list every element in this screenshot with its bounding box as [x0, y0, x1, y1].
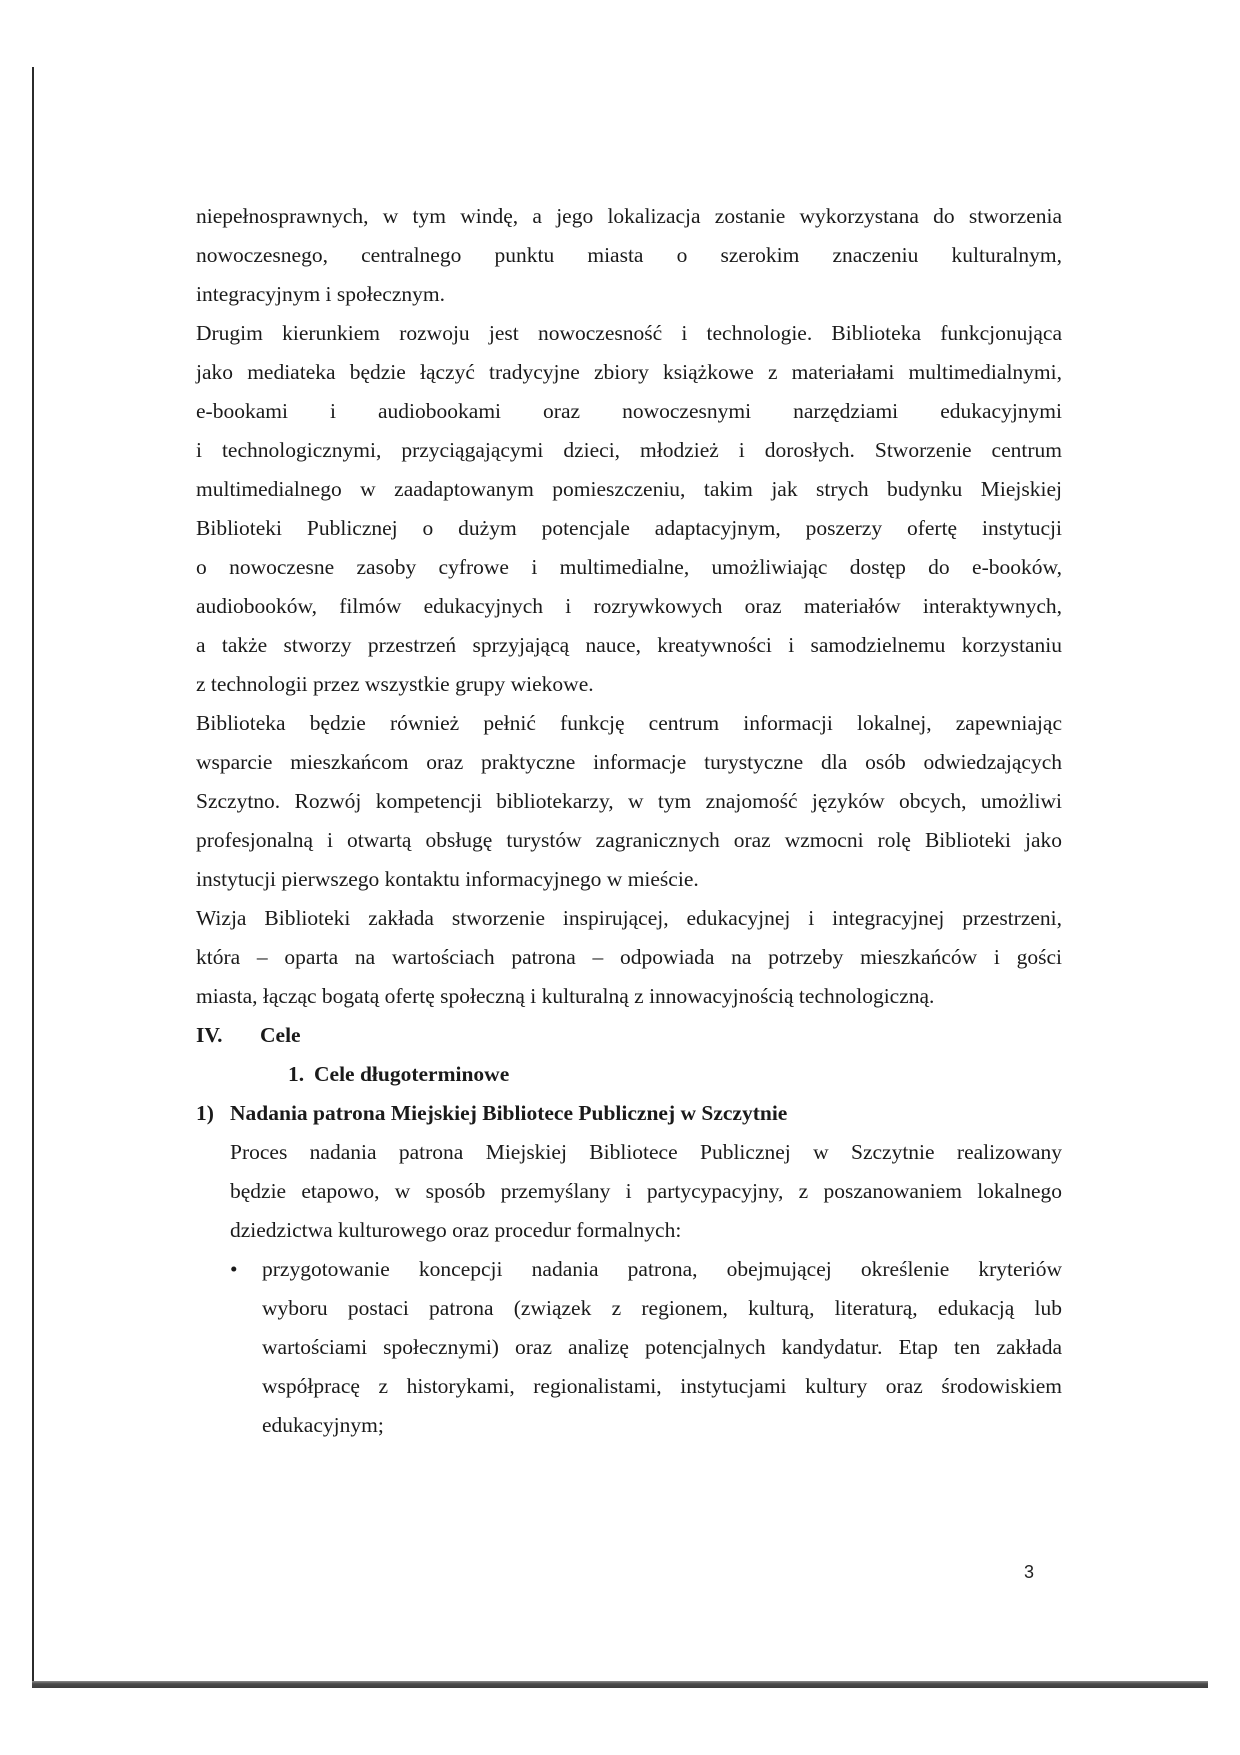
- text-line: audiobooków, filmów edukacyjnych i rozrywkowych oraz materiałów interaktywnych,: [196, 594, 1062, 618]
- item-title: Nadania patrona Miejskiej Bibliotece Publicznej w Szczytnie: [230, 1101, 788, 1125]
- page-number: 3: [1024, 1562, 1035, 1582]
- text-line: e-bookami i audiobookami oraz nowoczesnymi narzędziami edukacyjnymi: [196, 399, 1062, 423]
- item-heading: [196, 1094, 1062, 1133]
- text-line: z technologii przez wszystkie grupy wiekowe.: [196, 672, 594, 696]
- text-line: a także stworzy przestrzeń sprzyjającą nauce, kreatywności i samodzielnemu korzystaniu: [196, 633, 1062, 657]
- text-line: będzie etapowo, w sposób przemyślany i partycypacyjny, z poszanowaniem lokalnego: [230, 1179, 1062, 1203]
- subsection-title: Cele długoterminowe: [314, 1062, 510, 1086]
- text-line: Wizja Biblioteki zakłada stworzenie inspirującej, edukacyjnej i integracyjnej przestrzeni,: [196, 906, 1062, 930]
- bullet-item: [196, 1250, 1062, 1445]
- section-number: IV.: [196, 1023, 223, 1047]
- text-line: przygotowanie koncepcji nadania patrona, obejmującej określenie kryteriów: [262, 1257, 1062, 1281]
- item-intro: [196, 1133, 1062, 1250]
- text-line: Biblioteka będzie również pełnić funkcję centrum informacji lokalnej, zapewniając: [196, 711, 1062, 735]
- bullet-icon: •: [230, 1257, 238, 1281]
- paragraph-local-information: [196, 704, 1062, 899]
- text-line: wartościami społecznymi) oraz analizę potencjalnych kandydatur. Etap ten zakłada: [262, 1335, 1062, 1359]
- text-line: Biblioteki Publicznej o dużym potencjale adaptacyjnym, poszerzy ofertę instytucji: [196, 516, 1062, 540]
- text-line: integracyjnym i społecznym.: [196, 282, 445, 306]
- document-page: [196, 197, 1062, 1445]
- text-line: niepełnosprawnych, w tym windę, a jego lokalizacja zostanie wykorzystana do stworzenia: [196, 204, 1062, 228]
- paragraph-accessibility: [196, 197, 1062, 314]
- item-number: 1): [196, 1101, 214, 1125]
- bullet-list: [196, 1250, 1062, 1445]
- scan-left-edge: [32, 67, 34, 1687]
- text-line: która – oparta na wartościach patrona – odpowiada na potrzeby mieszkańców i gości: [196, 945, 1062, 969]
- subsection-number: 1.: [288, 1062, 305, 1086]
- section-heading: [196, 1016, 1062, 1055]
- paragraph-technology: [196, 314, 1062, 704]
- text-line: instytucji pierwszego kontaktu informacyjnego w mieście.: [196, 867, 699, 891]
- text-line: multimedialnego w zaadaptowanym pomieszczeniu, takim jak strych budynku Miejskiej: [196, 477, 1062, 501]
- text-line: nowoczesnego, centralnego punktu miasta o szerokim znaczeniu kulturalnym,: [196, 243, 1062, 267]
- text-line: Proces nadania patrona Miejskiej Bibliotece Publicznej w Szczytnie realizowany: [230, 1140, 1062, 1164]
- section-title: Cele: [260, 1023, 301, 1047]
- text-line: wyboru postaci patrona (związek z regionem, kulturą, literaturą, edukacją lub: [262, 1296, 1062, 1320]
- text-line: o nowoczesne zasoby cyfrowe i multimedialne, umożliwiając dostęp do e-booków,: [196, 555, 1062, 579]
- text-line: edukacyjnym;: [262, 1413, 384, 1437]
- text-line: profesjonalną i otwartą obsługę turystów zagranicznych oraz wzmocni rolę Biblioteki jako: [196, 828, 1062, 852]
- text-line: dziedzictwa kulturowego oraz procedur formalnych:: [230, 1218, 682, 1242]
- text-line: i technologicznymi, przyciągającymi dzieci, młodzież i dorosłych. Stworzenie centrum: [196, 438, 1062, 462]
- text-line: Drugim kierunkiem rozwoju jest nowoczesność i technologie. Biblioteka funkcjonująca: [196, 321, 1062, 345]
- paragraph-vision: [196, 899, 1062, 1016]
- subsection-heading: [196, 1055, 1062, 1094]
- text-line: wsparcie mieszkańcom oraz praktyczne informacje turystyczne dla osób odwiedzających: [196, 750, 1062, 774]
- text-line: Szczytno. Rozwój kompetencji bibliotekarzy, w tym znajomość języków obcych, umożliwi: [196, 789, 1062, 813]
- text-line: jako mediateka będzie łączyć tradycyjne zbiory książkowe z materiałami multimedialnymi,: [196, 360, 1062, 384]
- scan-bottom-edge: [32, 1681, 1208, 1688]
- text-line: miasta, łącząc bogatą ofertę społeczną i kulturalną z innowacyjnością technologiczną.: [196, 984, 935, 1008]
- text-line: współpracę z historykami, regionalistami, instytucjami kultury oraz środowiskiem: [262, 1374, 1062, 1398]
